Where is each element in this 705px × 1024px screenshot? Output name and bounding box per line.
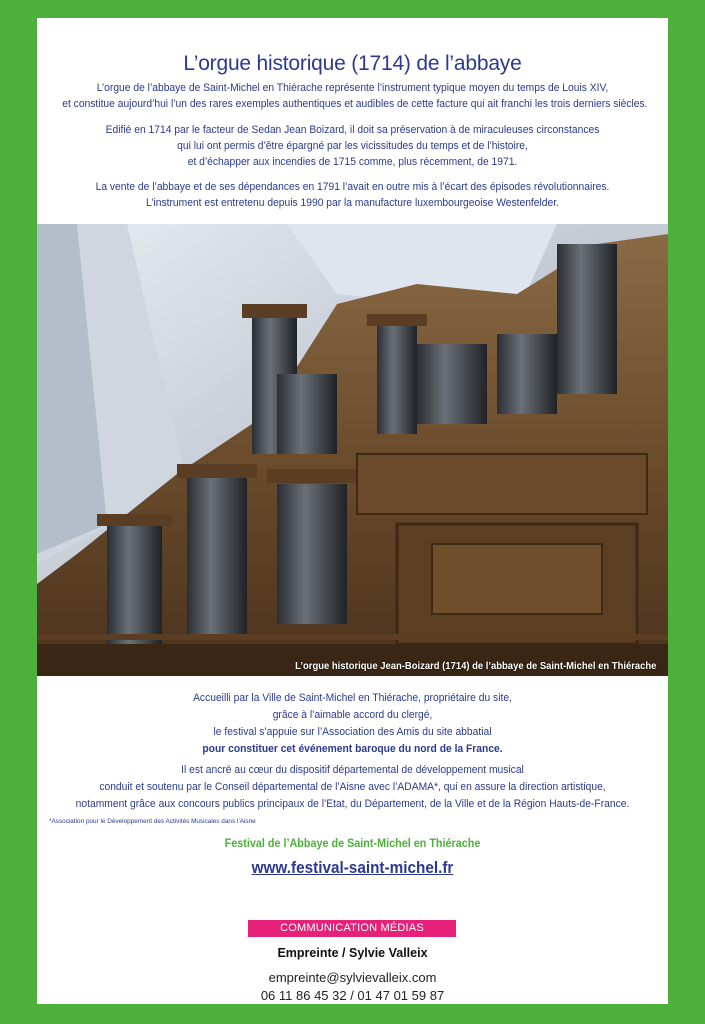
intro-line: L’orgue de l’abbaye de Saint-Michel en Thiérache représente l’instrument typique moyen du temps de Louis XIV, — [96, 82, 609, 94]
intro-line: Edifié en 1714 par le facteur de Sedan Jean Boizard, il doit sa préservation à de miraculeuses circonstances — [105, 124, 600, 136]
poster-page — [37, 18, 668, 1004]
intro-line: et d’échapper aux incendies de 1715 comme, plus récemment, de 1971. — [187, 156, 518, 168]
intro-line: L’instrument est entretenu depuis 1990 par la manufacture luxembourgeoise Westenfelder. — [146, 197, 559, 209]
page-title: L’orgue historique (1714) de l’abbaye — [183, 52, 522, 75]
host-line-emphasis: pour constituer cet événement baroque du nord de la France. — [202, 743, 503, 755]
host-line: notamment grâce aux concours publics principaux de l’Etat, du Département, de la Ville et de la Région Hauts-de-France. — [75, 798, 630, 810]
festival-name: Festival de l’Abbaye de Saint-Michel en Thiérache — [224, 836, 481, 850]
host-line: Il est ancré au cœur du dispositif départemental de développement musical — [181, 764, 524, 776]
communication-badge: COMMUNICATION MÉDIAS — [248, 920, 456, 937]
host-line: le festival s’appuie sur l’Association des Amis du site abbatial — [213, 726, 492, 738]
host-line: grâce à l’aimable accord du clergé, — [272, 709, 433, 721]
contact-phone: 06 11 86 45 32 / 01 47 01 59 87 — [260, 988, 445, 1003]
host-line: conduit et soutenu par le Conseil départemental de l’Aisne avec l’ADAMA*, qui en assure la direction artistique, — [99, 781, 606, 793]
contact-name: Empreinte / Sylvie Valleix — [277, 946, 428, 960]
organ-illustration — [37, 224, 668, 676]
photo-caption: L’orgue historique Jean-Boizard (1714) de l’abbaye de Saint-Michel en Thiérache — [294, 660, 656, 672]
website-link[interactable]: www.festival-saint-michel.fr — [251, 858, 454, 877]
host-line: Accueilli par la Ville de Saint-Michel en Thiérache, propriétaire du site, — [193, 692, 512, 704]
intro-line: et constitue aujourd’hui l’un des rares exemples authentiques et audibles de cette facture qui ait franchi les trois derniers siècles. — [62, 98, 648, 110]
intro-line: qui lui ont permis d’être épargné par les vicissitudes du temps et de l’histoire, — [177, 140, 528, 152]
contact-email[interactable]: empreinte@sylvievalleix.com — [268, 970, 437, 985]
footnote: *Association pour le Développement des Activités Musicales dans l’Aisne — [49, 818, 256, 825]
organ-photo — [37, 224, 668, 676]
intro-line: La vente de l’abbaye et de ses dépendances en 1791 l’avait en outre mis à l’écart des épisodes révolutionnaires. — [95, 181, 610, 193]
